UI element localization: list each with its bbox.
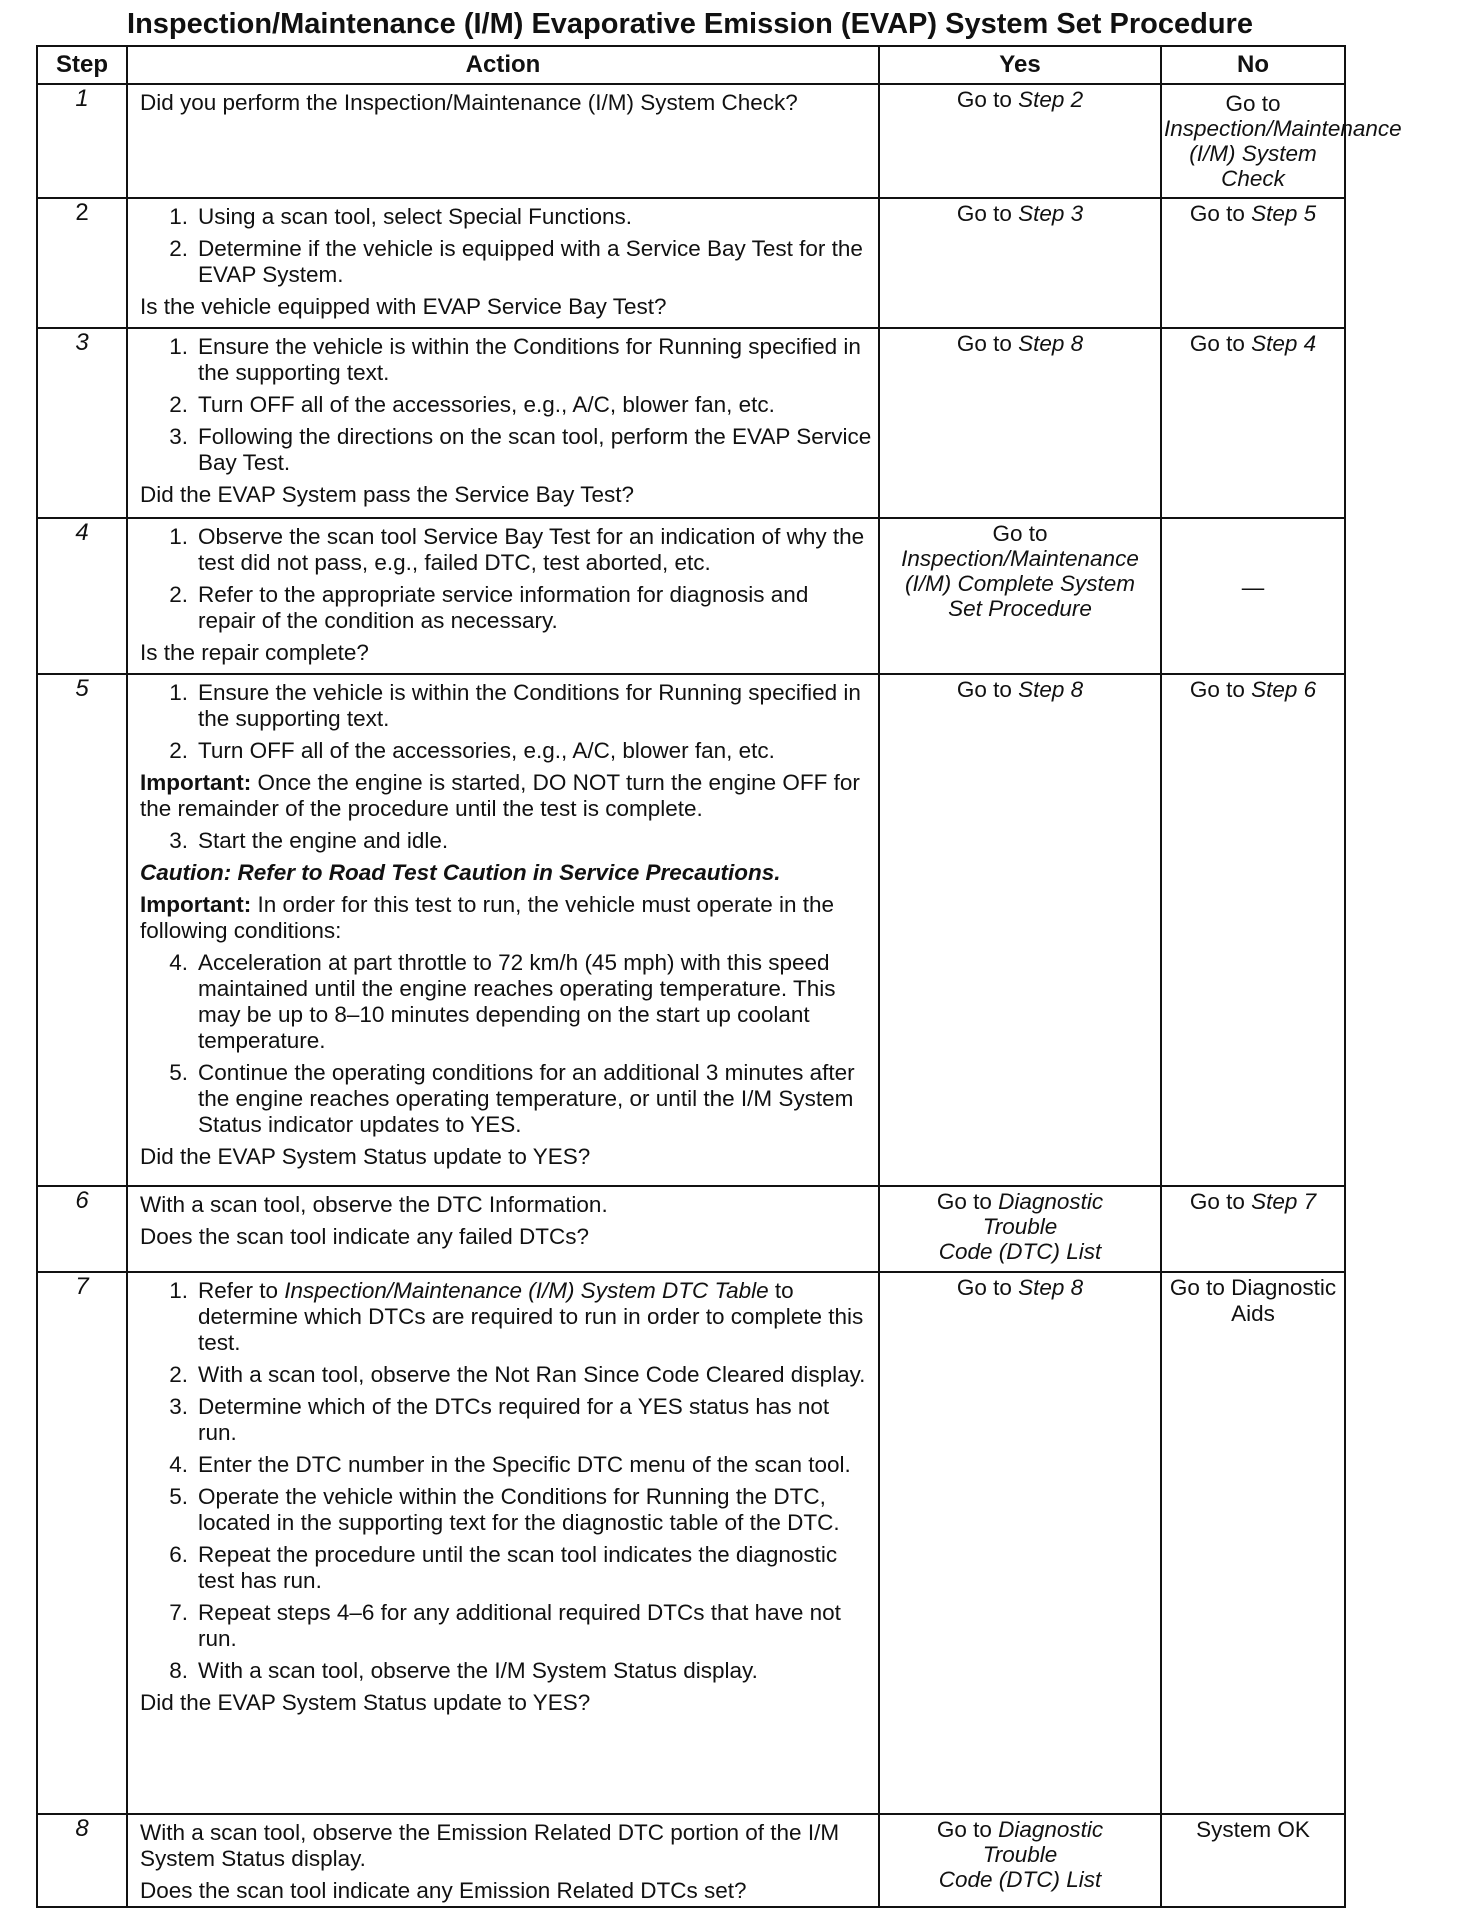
step-number: 6 — [37, 1186, 127, 1272]
action-cell: With a scan tool, observe the Emission Related DTC portion of the I/M System Status display. Does the scan tool indicate any Emission Related DTCs set? — [127, 1814, 879, 1907]
step-number: 8 — [37, 1814, 127, 1907]
yes-cell: Go to Inspection/Maintenance (I/M) Complete System Set Procedure — [879, 518, 1161, 674]
yes-cell: Go to Step 8 — [879, 328, 1161, 518]
no-cell: — — [1161, 518, 1345, 674]
table-row — [37, 328, 1345, 518]
action-question: Is the repair complete? — [140, 640, 369, 665]
procedure-table — [36, 45, 1402, 1908]
yes-cell: Go to Step 2 — [879, 84, 1161, 198]
action-cell — [127, 84, 879, 198]
step-number: 3 — [37, 328, 127, 518]
no-cell: Go to Step 6 — [1161, 674, 1345, 1186]
action-question: Did the EVAP System Status update to YES? — [140, 1690, 591, 1715]
table-row — [37, 84, 1345, 198]
no-cell: System OK — [1161, 1814, 1345, 1907]
yes-cell: Go to Step 3 — [879, 198, 1161, 328]
yes-cell: Go to Diagnostic Trouble Code (DTC) List — [879, 1186, 1161, 1272]
step-number: 7 — [37, 1272, 127, 1814]
action-cell: 1. Observe the scan tool Service Bay Test for an indication of why the test did not pass, e.g., failed DTC, test aborted, etc. 2. Refer to the appropriate service information for diagnosis and repair of the condition as necessary. Is the repair complete? — [127, 518, 879, 674]
step-number: 2 — [37, 198, 127, 328]
action-question: Does the scan tool indicate any Emission Related DTCs set? — [140, 1878, 747, 1903]
action-cell: 1. Using a scan tool, select Special Functions. 2. Determine if the vehicle is equipped with a Service Bay Test for the EVAP System. Is the vehicle equipped with EVAP Service Bay Test? — [127, 198, 879, 328]
page-title: Inspection/Maintenance (I/M) Evaporative Emission (EVAP) System Set Procedure — [127, 8, 1253, 40]
no-cell: Go to Step 4 — [1161, 328, 1345, 518]
yes-cell: Go to Step 8 — [879, 674, 1161, 1186]
action-question: Does the scan tool indicate any failed DTCs? — [140, 1224, 589, 1249]
action-question: Did the EVAP System pass the Service Bay Test? — [140, 482, 634, 507]
header-action: Action — [127, 46, 879, 84]
no-cell: Go to Inspection/Maintenance (I/M) System Check — [1161, 84, 1345, 198]
table-row — [37, 1186, 1345, 1272]
step-number: 5 — [37, 674, 127, 1186]
yes-cell: Go to Step 8 — [879, 1272, 1161, 1814]
no-cell: Go to Diagnostic Aids — [1161, 1272, 1345, 1814]
step-number: 4 — [37, 518, 127, 674]
caution-note: Caution: Refer to Road Test Caution in Service Precautions. — [140, 860, 781, 885]
step-number: 1 — [37, 84, 127, 198]
table-row — [37, 1814, 1345, 1907]
action-cell: 1. Ensure the vehicle is within the Conditions for Running specified in the supporting text. 2. Turn OFF all of the accessories, e.g., A/C, blower fan, etc. 3. Following the directions on the scan tool, perform the EVAP Service Bay Test. Did the EVAP System pass the Service Bay Test? — [127, 328, 879, 518]
action-cell: With a scan tool, observe the DTC Information. Does the scan tool indicate any failed DTCs? — [127, 1186, 879, 1272]
table-row — [37, 518, 1345, 674]
action-question: Is the vehicle equipped with EVAP Service Bay Test? — [140, 294, 667, 319]
action-cell: 1. Refer to Inspection/Maintenance (I/M) System DTC Table to determine which DTCs are required to run in order to complete this test. 2. With a scan tool, observe the Not Ran Since Code Cleared display. 3. Determine which of the DTCs required for a YES status has not run. 4. Enter the DTC number in the Specific DTC menu of the scan tool. 5. Operate the vehicle within the Conditions for Running the DTC, located in the supporting text for the diagnostic table of the DTC. 6. Repeat the procedure until the scan tool indicates the diagnostic test has run. 7. Repeat steps 4–6 for any additional required DTCs that have not run. 8. With a scan tool, observe the I/M System Status display. Did the EVAP System Status update to YES? — [127, 1272, 879, 1814]
header-step: Step — [37, 46, 127, 84]
no-cell: Go to Step 5 — [1161, 198, 1345, 328]
header-no: No — [1161, 46, 1345, 84]
header-row — [37, 46, 1345, 84]
header-yes: Yes — [879, 46, 1161, 84]
action-question: Did you perform the Inspection/Maintenance (I/M) System Check? — [140, 90, 798, 115]
yes-cell: Go to Diagnostic Trouble Code (DTC) List — [879, 1814, 1161, 1907]
table-row — [37, 1272, 1345, 1814]
table-row — [37, 674, 1345, 1186]
table-row — [37, 198, 1345, 328]
action-cell: 1. Ensure the vehicle is within the Conditions for Running specified in the supporting text. 2. Turn OFF all of the accessories, e.g., A/C, blower fan, etc. Important: Once the engine is started, DO NOT turn the engine OFF for the remainder of the procedure until the test is complete. 3. Start the engine and idle. Caution: Refer to Road Test Caution in Service Precautions. Important: In order for this test to run, the vehicle must operate in the following conditions: 4. Acceleration at part throttle to 72 km/h (45 mph) with this speed maintained until the engine reaches operating temperature. This may be up to 8–10 minutes depending on the start up coolant temperature. 5. Continue the operating conditions for an additional 3 minutes after the engine reaches operating temperature, or until the I/M System Status indicator updates to YES. Did the EVAP System Status update to YES? — [127, 674, 879, 1186]
action-question: Did the EVAP System Status update to YES? — [140, 1144, 591, 1169]
no-cell: Go to Step 7 — [1161, 1186, 1345, 1272]
